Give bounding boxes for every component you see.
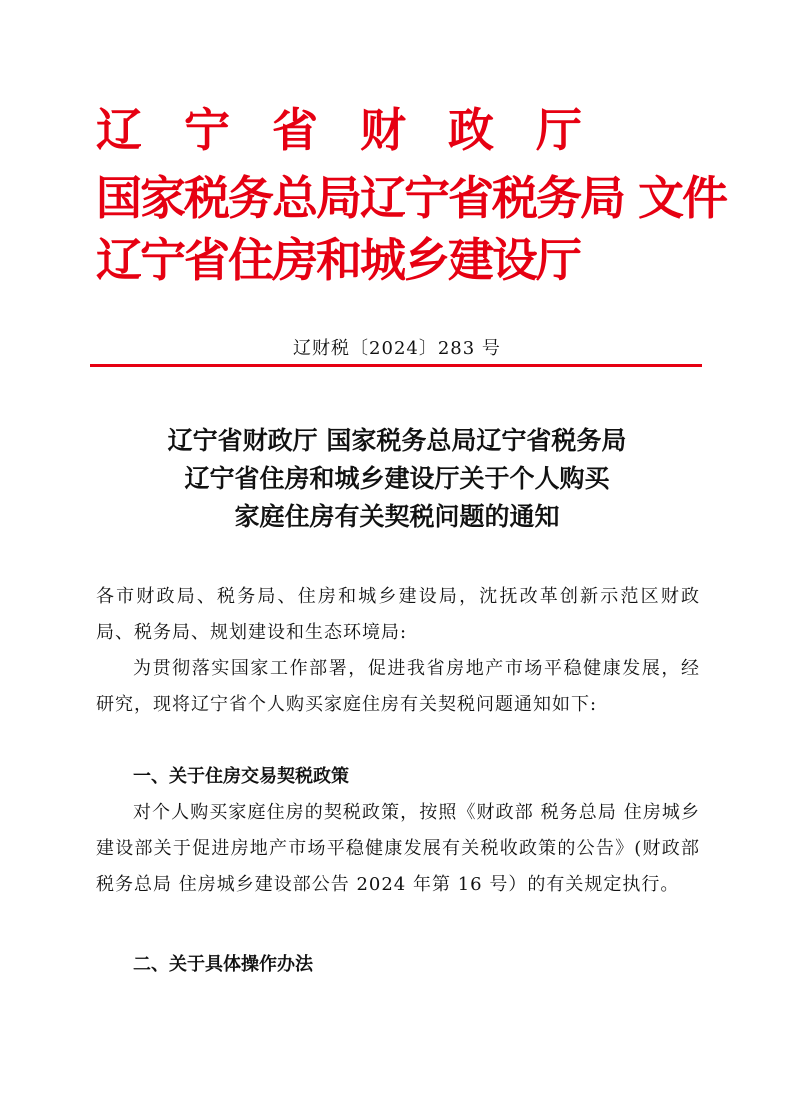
section-1-paragraph: 对个人购买家庭住房的契税政策，按照《财政部 税务总局 住房城乡建设部关于促进房地产市场平稳健康发展有关税收政策的公告》(财政部 税务总局 住房城乡建设部公告 2024 年第 16 号）的有关规定执行。 [96, 802, 700, 895]
red-divider-line [90, 364, 702, 367]
title-line-2: 辽宁省住房和城乡建设厅关于个人购买 [184, 464, 610, 493]
issuer-line-finance-dept: 辽宁省财政厅 [96, 103, 624, 157]
issuer-line-tax-bureau: 国家税务总局辽宁省税务局 文件 [96, 171, 727, 225]
section-heading-1: 一、关于住房交易契税政策 [133, 766, 349, 787]
document-title [0, 422, 794, 536]
title-line-3: 家庭住房有关契税问题的通知 [234, 502, 560, 531]
issuer-line-housing-dept: 辽宁省住房和城乡建设厅 [96, 233, 580, 287]
addressee-paragraph: 各市财政局、税务局、住房和城乡建设局，沈抚改革创新示范区财政局、税务局、规划建设和生态环境局: [96, 586, 700, 643]
title-line-1: 辽宁省财政厅 国家税务总局辽宁省税务局 [167, 426, 627, 455]
intro-paragraph: 为贯彻落实国家工作部署，促进我省房地产市场平稳健康发展，经研究，现将辽宁省个人购买家庭住房有关契税问题通知如下: [96, 658, 700, 715]
section-heading-2: 二、关于具体操作办法 [133, 954, 313, 975]
document-number: 辽财税〔2024〕283 号 [293, 338, 501, 359]
